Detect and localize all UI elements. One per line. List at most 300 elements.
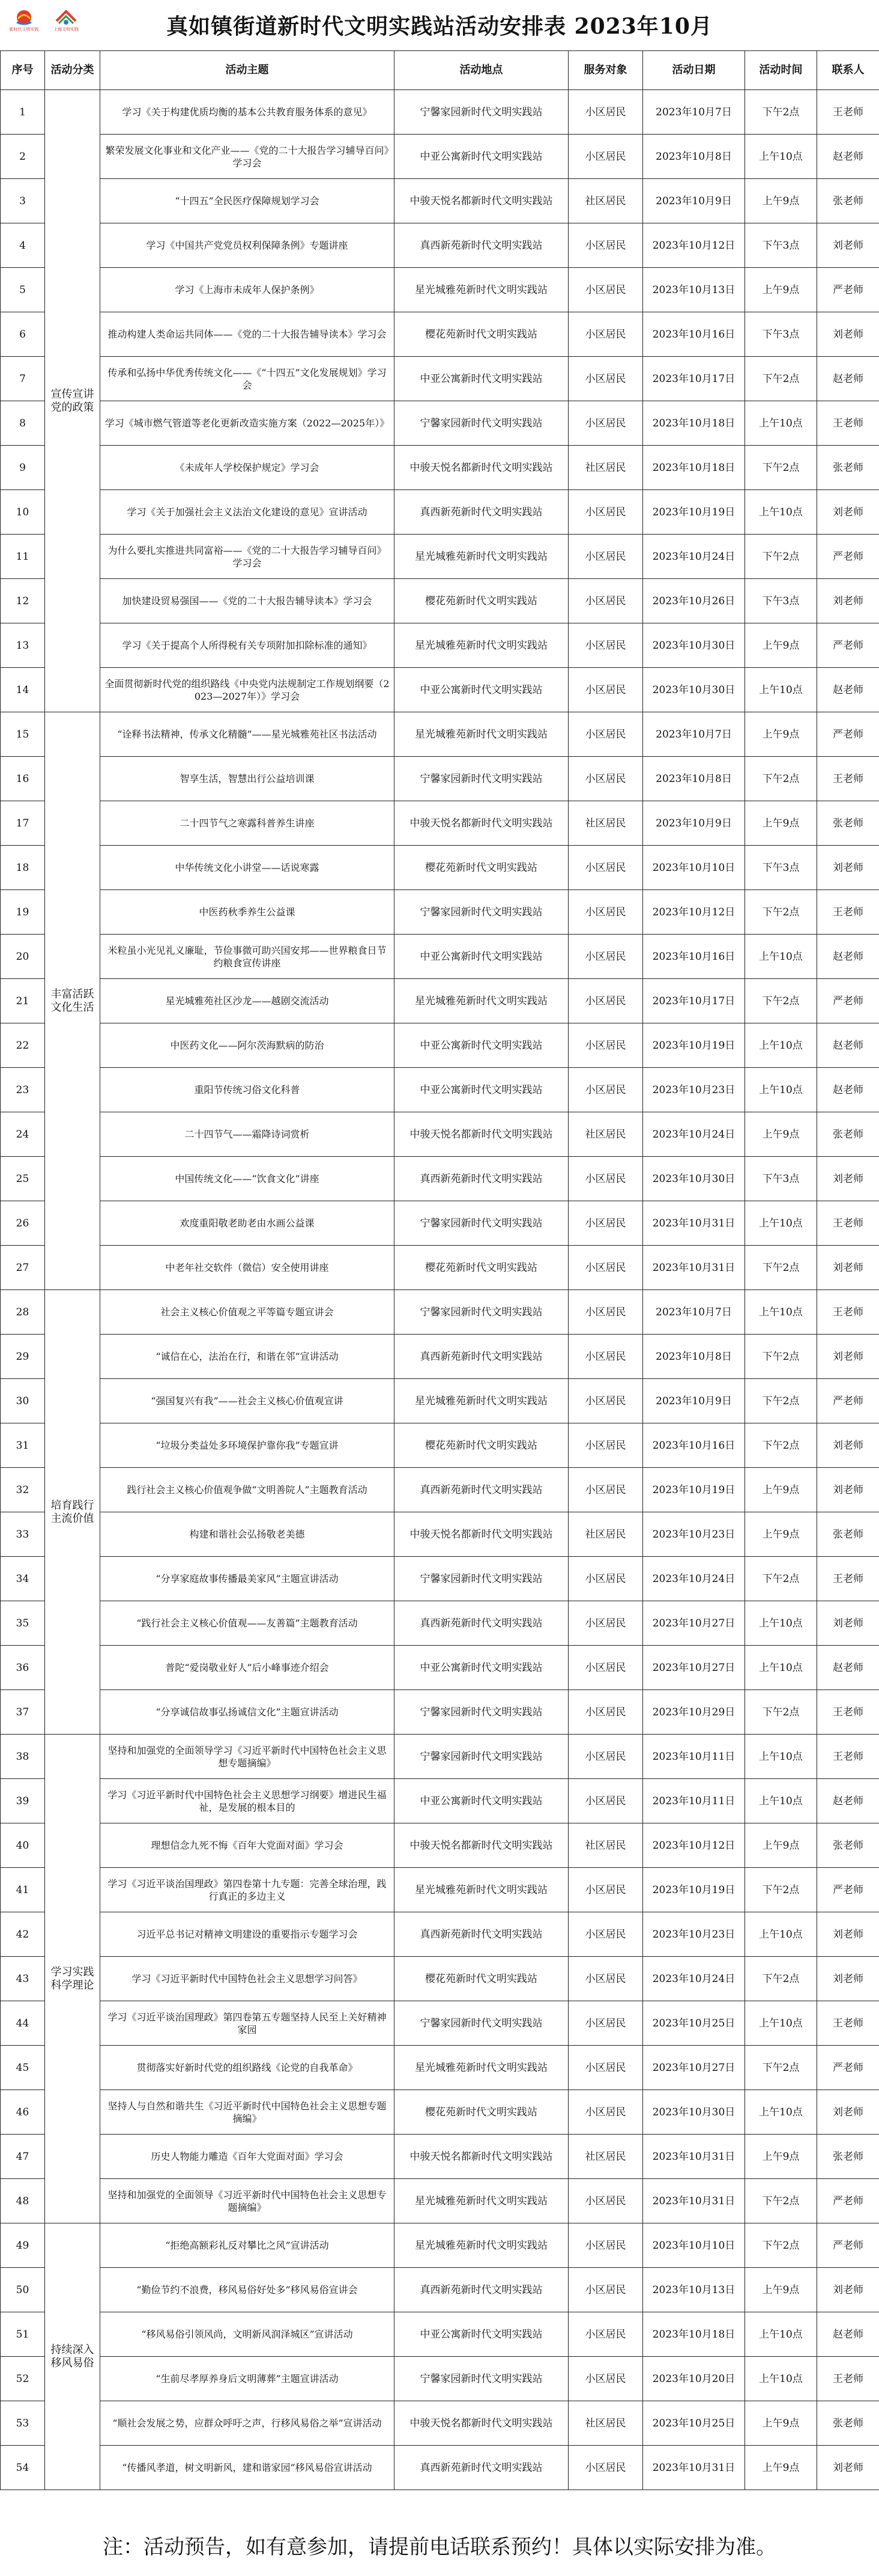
- cell-index: 17: [1, 801, 45, 846]
- cell-date: 2023年10月7日: [643, 90, 745, 135]
- cell-location: 星光城雅苑新时代文明实践站: [394, 2046, 569, 2090]
- cell-contact: 王老师: [817, 1735, 879, 1779]
- cell-location: 真西新苑新时代文明实践站: [394, 2446, 569, 2490]
- cell-contact: 赵老师: [817, 1023, 879, 1068]
- cell-date: 2023年10月24日: [643, 1557, 745, 1601]
- cell-date: 2023年10月7日: [643, 712, 745, 757]
- table-row: [1, 1468, 879, 1512]
- cell-location: 宁馨家园新时代文明实践站: [394, 1690, 569, 1735]
- cell-audience: 社区居民: [569, 446, 643, 490]
- cell-index: 50: [1, 2268, 45, 2312]
- cell-audience: 小区居民: [569, 712, 643, 757]
- cell-topic: “生前尽孝厚养身后文明薄葬”主题宣讲活动: [100, 2357, 394, 2401]
- cell-location: 真西新苑新时代文明实践站: [394, 1912, 569, 1957]
- cell-index: 23: [1, 1068, 45, 1112]
- cell-contact: 王老师: [817, 2357, 879, 2401]
- cell-contact: 刘老师: [817, 1157, 879, 1201]
- cell-location: 宁馨家园新时代文明实践站: [394, 401, 569, 446]
- cell-index: 41: [1, 1868, 45, 1912]
- col-header-contact: 联系人: [817, 51, 879, 90]
- table-body: [1, 90, 879, 2490]
- table-row: [1, 179, 879, 223]
- cell-date: 2023年10月30日: [643, 668, 745, 712]
- cell-contact: 刘老师: [817, 579, 879, 623]
- cell-index: 47: [1, 2135, 45, 2179]
- cell-time: 下午2点: [745, 1335, 817, 1379]
- cell-date: 2023年10月23日: [643, 1068, 745, 1112]
- table-row: [1, 801, 879, 846]
- table-row: [1, 757, 879, 801]
- cell-index: 49: [1, 2223, 45, 2268]
- cell-time: 上午9点: [745, 2268, 817, 2312]
- cell-time: 下午3点: [745, 312, 817, 357]
- cell-date: 2023年10月8日: [643, 1335, 745, 1379]
- cell-contact: 王老师: [817, 1290, 879, 1335]
- cell-topic: 学习《城市燃气管道等老化更新改造实施方案（2022—2025年）》: [100, 401, 394, 446]
- cell-time: 下午2点: [745, 1868, 817, 1912]
- table-row: [1, 2357, 879, 2401]
- table-row: [1, 1423, 879, 1468]
- cell-index: 29: [1, 1335, 45, 1379]
- cell-location: 星光城雅苑新时代文明实践站: [394, 2223, 569, 2268]
- cell-date: 2023年10月18日: [643, 401, 745, 446]
- cell-index: 16: [1, 757, 45, 801]
- cell-topic: 星光城雅苑社区沙龙——越剧交流活动: [100, 979, 394, 1023]
- cell-location: 宁馨家园新时代文明实践站: [394, 2001, 569, 2046]
- table-row: [1, 668, 879, 712]
- cell-time: 下午3点: [745, 846, 817, 890]
- cell-audience: 小区居民: [569, 135, 643, 179]
- cell-time: 上午10点: [745, 490, 817, 535]
- cell-index: 14: [1, 668, 45, 712]
- cell-index: 13: [1, 623, 45, 668]
- cell-audience: 小区居民: [569, 1468, 643, 1512]
- cell-location: 中骏天悦名都新时代文明实践站: [394, 446, 569, 490]
- cell-time: 下午2点: [745, 2223, 817, 2268]
- cell-date: 2023年10月27日: [643, 2046, 745, 2090]
- cell-contact: 刘老师: [817, 223, 879, 268]
- cell-time: 下午2点: [745, 90, 817, 135]
- cell-audience: 小区居民: [569, 490, 643, 535]
- cell-audience: 小区居民: [569, 535, 643, 579]
- cell-topic: 坚持和加强党的全面领导《习近平新时代中国特色社会主义思想专题摘编》: [100, 2179, 394, 2223]
- cell-index: 19: [1, 890, 45, 935]
- table-row: [1, 1912, 879, 1957]
- table-row: [1, 1157, 879, 1201]
- cell-audience: 小区居民: [569, 90, 643, 135]
- cell-location: 宁馨家园新时代文明实践站: [394, 890, 569, 935]
- cell-contact: 严老师: [817, 1379, 879, 1423]
- table-row: [1, 1290, 879, 1335]
- cell-contact: 王老师: [817, 1201, 879, 1246]
- cell-audience: 小区居民: [569, 1868, 643, 1912]
- cell-topic: “拒绝高额彩礼反对攀比之风”宣讲活动: [100, 2223, 394, 2268]
- table-row: [1, 223, 879, 268]
- cell-audience: 小区居民: [569, 1335, 643, 1379]
- table-row: [1, 1557, 879, 1601]
- table-row: [1, 1379, 879, 1423]
- table-row: [1, 712, 879, 757]
- cell-topic: 《未成年人学校保护规定》学习会: [100, 446, 394, 490]
- cell-index: 21: [1, 979, 45, 1023]
- cell-topic: 习近平总书记对精神文明建设的重要指示专题学习会: [100, 1912, 394, 1957]
- cell-location: 中亚公寓新时代文明实践站: [394, 1646, 569, 1690]
- header-row: [1, 51, 879, 90]
- cell-contact: 赵老师: [817, 668, 879, 712]
- footer-note: 注：活动预告，如有意参加，请提前电话联系预约！具体以实际安排为准。: [103, 2535, 776, 2559]
- cell-date: 2023年10月24日: [643, 535, 745, 579]
- cell-contact: 赵老师: [817, 2312, 879, 2357]
- cell-contact: 赵老师: [817, 357, 879, 401]
- cell-index: 6: [1, 312, 45, 357]
- cell-date: 2023年10月27日: [643, 1646, 745, 1690]
- cell-date: 2023年10月29日: [643, 1690, 745, 1735]
- table-row: [1, 90, 879, 135]
- cell-contact: 张老师: [817, 1512, 879, 1557]
- cell-time: 上午9点: [745, 2135, 817, 2179]
- cell-location: 中亚公寓新时代文明实践站: [394, 1023, 569, 1068]
- cell-topic: “分享诚信故事弘扬诚信文化”主题宣讲活动: [100, 1690, 394, 1735]
- cell-location: 真西新苑新时代文明实践站: [394, 1601, 569, 1646]
- emblem-logo-right: 上海文明实践: [48, 8, 84, 34]
- cell-date: 2023年10月17日: [643, 979, 745, 1023]
- cell-topic: 坚持和加强党的全面领导学习《习近平新时代中国特色社会主义思想专题摘编》: [100, 1735, 394, 1779]
- cell-topic: 全面贯彻新时代党的组织路线《中央党内法规制定工作规划纲要（2023—2027年）》学习会: [100, 668, 394, 712]
- cell-index: 43: [1, 1957, 45, 2001]
- table-row: [1, 2135, 879, 2179]
- cell-date: 2023年10月30日: [643, 1157, 745, 1201]
- cell-contact: 刘老师: [817, 1957, 879, 2001]
- cell-date: 2023年10月31日: [643, 1246, 745, 1290]
- cell-contact: 王老师: [817, 401, 879, 446]
- cell-topic: 中华传统文化小讲堂——话说寒露: [100, 846, 394, 890]
- table-row: [1, 2001, 879, 2046]
- cell-time: 上午10点: [745, 1601, 817, 1646]
- schedule-table: [0, 50, 879, 2490]
- emblem-logo-left: 新时代文明实践: [6, 8, 42, 34]
- cell-location: 中骏天悦名都新时代文明实践站: [394, 1823, 569, 1868]
- cell-topic: “践行社会主义核心价值观——友善篇”主题教育活动: [100, 1601, 394, 1646]
- col-header-topic: 活动主题: [100, 51, 394, 90]
- cell-index: 26: [1, 1201, 45, 1246]
- cell-audience: 小区居民: [569, 1023, 643, 1068]
- cell-contact: 张老师: [817, 1112, 879, 1157]
- cell-topic: 学习《关于加强社会主义法治文化建设的意见》宣讲活动: [100, 490, 394, 535]
- cell-index: 12: [1, 579, 45, 623]
- cell-time: 上午9点: [745, 801, 817, 846]
- cell-index: 2: [1, 135, 45, 179]
- table-row: [1, 1068, 879, 1112]
- col-header-category: 活动分类: [45, 51, 100, 90]
- cell-location: 宁馨家园新时代文明实践站: [394, 1290, 569, 1335]
- cell-topic: “分享家庭故事传播最美家风”主题宣讲活动: [100, 1557, 394, 1601]
- cell-index: 35: [1, 1601, 45, 1646]
- cell-contact: 张老师: [817, 2401, 879, 2446]
- cell-topic: 历史人物能力雕造《百年大党面对面》学习会: [100, 2135, 394, 2179]
- cell-date: 2023年10月31日: [643, 2135, 745, 2179]
- cell-index: 53: [1, 2401, 45, 2446]
- cell-audience: 小区居民: [569, 2312, 643, 2357]
- cell-contact: 刘老师: [817, 1468, 879, 1512]
- cell-date: 2023年10月12日: [643, 1823, 745, 1868]
- cell-time: 上午10点: [745, 935, 817, 979]
- cell-location: 星光城雅苑新时代文明实践站: [394, 1379, 569, 1423]
- cell-topic: 构建和谐社会弘扬敬老美德: [100, 1512, 394, 1557]
- cell-audience: 小区居民: [569, 1735, 643, 1779]
- cell-audience: 小区居民: [569, 2090, 643, 2135]
- cell-category: 持续深入移风易俗: [45, 2223, 100, 2490]
- cell-category: 学习实践科学理论: [45, 1735, 100, 2223]
- cell-index: 32: [1, 1468, 45, 1512]
- table-row: [1, 1112, 879, 1157]
- cell-date: 2023年10月16日: [643, 935, 745, 979]
- cell-topic: 学习《关于提高个人所得税有关专项附加扣除标准的通知》: [100, 623, 394, 668]
- cell-location: 真西新苑新时代文明实践站: [394, 223, 569, 268]
- table-row: [1, 2223, 879, 2268]
- cell-topic: 二十四节气之寒露科普养生讲座: [100, 801, 394, 846]
- cell-topic: 学习《习近平谈治国理政》第四卷第五专题坚持人民至上关好精神家园: [100, 2001, 394, 2046]
- cell-audience: 小区居民: [569, 1957, 643, 2001]
- table-row: [1, 1246, 879, 1290]
- cell-date: 2023年10月24日: [643, 1112, 745, 1157]
- cell-location: 中亚公寓新时代文明实践站: [394, 1068, 569, 1112]
- cell-time: 下午2点: [745, 1690, 817, 1735]
- cell-index: 4: [1, 223, 45, 268]
- cell-date: 2023年10月27日: [643, 1601, 745, 1646]
- cell-location: 真西新苑新时代文明实践站: [394, 1157, 569, 1201]
- cell-audience: 社区居民: [569, 2135, 643, 2179]
- cell-audience: 小区居民: [569, 890, 643, 935]
- cell-topic: “勤俭节约不浪费，移风易俗好处多”移风易俗宣讲会: [100, 2268, 394, 2312]
- cell-index: 1: [1, 90, 45, 135]
- cell-index: 28: [1, 1290, 45, 1335]
- cell-location: 中骏天悦名都新时代文明实践站: [394, 2401, 569, 2446]
- cell-date: 2023年10月18日: [643, 446, 745, 490]
- cell-audience: 小区居民: [569, 2223, 643, 2268]
- cell-location: 中亚公寓新时代文明实践站: [394, 935, 569, 979]
- cell-index: 31: [1, 1423, 45, 1468]
- cell-topic: 学习《习近平新时代中国特色社会主义思想学习纲要》增进民生福祉，是发展的根本目的: [100, 1779, 394, 1823]
- table-row: [1, 401, 879, 446]
- cell-time: 上午9点: [745, 1512, 817, 1557]
- cell-audience: 小区居民: [569, 1601, 643, 1646]
- cell-time: 下午2点: [745, 979, 817, 1023]
- cell-audience: 小区居民: [569, 2268, 643, 2312]
- cell-topic: 中医药文化——阿尔茨海默病的防治: [100, 1023, 394, 1068]
- cell-time: 上午9点: [745, 179, 817, 223]
- cell-contact: 严老师: [817, 1868, 879, 1912]
- cell-time: 上午10点: [745, 135, 817, 179]
- cell-topic: 中老年社交软件（微信）安全使用讲座: [100, 1246, 394, 1290]
- cell-date: 2023年10月9日: [643, 1379, 745, 1423]
- cell-date: 2023年10月9日: [643, 801, 745, 846]
- table-row: [1, 1868, 879, 1912]
- table-row: [1, 446, 879, 490]
- cell-contact: 刘老师: [817, 490, 879, 535]
- cell-topic: 智享生活，智慧出行公益培训课: [100, 757, 394, 801]
- cell-topic: 中国传统文化——“饮食文化”讲座: [100, 1157, 394, 1201]
- cell-topic: 学习《关于构建优质均衡的基本公共教育服务体系的意见》: [100, 90, 394, 135]
- cell-location: 真西新苑新时代文明实践站: [394, 490, 569, 535]
- cell-time: 上午9点: [745, 1823, 817, 1868]
- cell-topic: 理想信念九死不悔《百年大党面对面》学习会: [100, 1823, 394, 1868]
- cell-date: 2023年10月13日: [643, 2268, 745, 2312]
- cell-location: 樱花苑新时代文明实践站: [394, 1957, 569, 2001]
- cell-contact: 严老师: [817, 268, 879, 312]
- cell-location: 中骏天悦名都新时代文明实践站: [394, 1512, 569, 1557]
- cell-audience: 小区居民: [569, 1912, 643, 1957]
- cell-index: 25: [1, 1157, 45, 1201]
- cell-location: 宁馨家园新时代文明实践站: [394, 757, 569, 801]
- cell-time: 下午3点: [745, 579, 817, 623]
- cell-topic: 中医药秋季养生公益课: [100, 890, 394, 935]
- cell-time: 下午2点: [745, 1423, 817, 1468]
- cell-location: 中亚公寓新时代文明实践站: [394, 668, 569, 712]
- table-row: [1, 2312, 879, 2357]
- cell-audience: 小区居民: [569, 668, 643, 712]
- cell-time: 下午3点: [745, 223, 817, 268]
- cell-index: 18: [1, 846, 45, 890]
- cell-topic: 贯彻落实好新时代党的组织路线《论党的自我革命》: [100, 2046, 394, 2090]
- cell-location: 中亚公寓新时代文明实践站: [394, 1779, 569, 1823]
- cell-time: 上午10点: [745, 1290, 817, 1335]
- table-row: [1, 1201, 879, 1246]
- cell-date: 2023年10月9日: [643, 179, 745, 223]
- cell-topic: 学习《中国共产党党员权利保障条例》专题讲座: [100, 223, 394, 268]
- cell-audience: 小区居民: [569, 223, 643, 268]
- cell-time: 下午2点: [745, 1557, 817, 1601]
- cell-contact: 严老师: [817, 2223, 879, 2268]
- cell-contact: 张老师: [817, 1823, 879, 1868]
- cell-contact: 刘老师: [817, 1246, 879, 1290]
- table-row: [1, 1823, 879, 1868]
- cell-index: 27: [1, 1246, 45, 1290]
- cell-contact: 刘老师: [817, 2446, 879, 2490]
- cell-time: 上午10点: [745, 1068, 817, 1112]
- col-header-time: 活动时间: [745, 51, 817, 90]
- cell-location: 星光城雅苑新时代文明实践站: [394, 268, 569, 312]
- cell-topic: 传承和弘扬中华优秀传统文化——《“十四五”文化发展规划》学习会: [100, 357, 394, 401]
- cell-contact: 王老师: [817, 890, 879, 935]
- cell-location: 星光城雅苑新时代文明实践站: [394, 535, 569, 579]
- table-row: [1, 623, 879, 668]
- cell-audience: 社区居民: [569, 1512, 643, 1557]
- cell-date: 2023年10月11日: [643, 1779, 745, 1823]
- cell-index: 11: [1, 535, 45, 579]
- cell-index: 15: [1, 712, 45, 757]
- table-row: [1, 2046, 879, 2090]
- table-row: [1, 1512, 879, 1557]
- cell-index: 36: [1, 1646, 45, 1690]
- table-row: [1, 1601, 879, 1646]
- col-header-index: 序号: [1, 51, 45, 90]
- cell-location: 中骏天悦名都新时代文明实践站: [394, 1112, 569, 1157]
- cell-audience: 小区居民: [569, 579, 643, 623]
- cell-time: 上午10点: [745, 2312, 817, 2357]
- cell-topic: 社会主义核心价值观之平等篇专题宣讲会: [100, 1290, 394, 1335]
- cell-contact: 刘老师: [817, 2268, 879, 2312]
- cell-date: 2023年10月19日: [643, 1868, 745, 1912]
- cell-location: 中骏天悦名都新时代文明实践站: [394, 179, 569, 223]
- cell-location: 中骏天悦名都新时代文明实践站: [394, 801, 569, 846]
- cell-index: 22: [1, 1023, 45, 1068]
- cell-contact: 刘老师: [817, 846, 879, 890]
- cell-date: 2023年10月26日: [643, 579, 745, 623]
- cell-date: 2023年10月12日: [643, 223, 745, 268]
- cell-location: 樱花苑新时代文明实践站: [394, 846, 569, 890]
- table-row: [1, 535, 879, 579]
- cell-index: 45: [1, 2046, 45, 2090]
- table-row: [1, 1646, 879, 1690]
- cell-contact: 赵老师: [817, 935, 879, 979]
- cell-topic: 繁荣发展文化事业和文化产业——《党的二十大报告学习辅导百问》学习会: [100, 135, 394, 179]
- cell-index: 38: [1, 1735, 45, 1779]
- cell-time: 下午2点: [745, 2179, 817, 2223]
- cell-audience: 小区居民: [569, 2001, 643, 2046]
- cell-index: 48: [1, 2179, 45, 2223]
- cell-date: 2023年10月18日: [643, 2312, 745, 2357]
- cell-audience: 小区居民: [569, 268, 643, 312]
- cell-index: 40: [1, 1823, 45, 1868]
- cell-time: 下午2点: [745, 2046, 817, 2090]
- cell-topic: 坚持人与自然和谐共生《习近平新时代中国特色社会主义思想专题摘编》: [100, 2090, 394, 2135]
- cell-time: 上午10点: [745, 1779, 817, 1823]
- cell-topic: “垃圾分类益处多环境保护靠你我”专题宣讲: [100, 1423, 394, 1468]
- cell-date: 2023年10月25日: [643, 2401, 745, 2446]
- cell-index: 7: [1, 357, 45, 401]
- cell-date: 2023年10月17日: [643, 357, 745, 401]
- cell-category: 培育践行主流价值: [45, 1290, 100, 1735]
- cell-audience: 小区居民: [569, 401, 643, 446]
- cell-location: 真西新苑新时代文明实践站: [394, 1335, 569, 1379]
- cell-audience: 社区居民: [569, 801, 643, 846]
- cell-time: 上午9点: [745, 2401, 817, 2446]
- cell-date: 2023年10月24日: [643, 1957, 745, 2001]
- cell-time: 上午10点: [745, 1023, 817, 1068]
- table-row: [1, 135, 879, 179]
- cell-date: 2023年10月20日: [643, 2357, 745, 2401]
- cell-contact: 严老师: [817, 2046, 879, 2090]
- cell-audience: 小区居民: [569, 2446, 643, 2490]
- table-row: [1, 1779, 879, 1823]
- cell-date: 2023年10月19日: [643, 1468, 745, 1512]
- cell-audience: 小区居民: [569, 2046, 643, 2090]
- cell-index: 46: [1, 2090, 45, 2135]
- cell-location: 宁馨家园新时代文明实践站: [394, 2357, 569, 2401]
- cell-index: 42: [1, 1912, 45, 1957]
- cell-time: 上午10点: [745, 2090, 817, 2135]
- cell-date: 2023年10月23日: [643, 1912, 745, 1957]
- cell-contact: 王老师: [817, 90, 879, 135]
- table-row: [1, 1735, 879, 1779]
- cell-contact: 赵老师: [817, 135, 879, 179]
- cell-date: 2023年10月10日: [643, 846, 745, 890]
- cell-time: 上午10点: [745, 668, 817, 712]
- cell-location: 樱花苑新时代文明实践站: [394, 2090, 569, 2135]
- cell-contact: 刘老师: [817, 312, 879, 357]
- cell-audience: 小区居民: [569, 1646, 643, 1690]
- cell-contact: 张老师: [817, 801, 879, 846]
- cell-audience: 小区居民: [569, 1157, 643, 1201]
- col-header-audience: 服务对象: [569, 51, 643, 90]
- cell-index: 34: [1, 1557, 45, 1601]
- cell-index: 39: [1, 1779, 45, 1823]
- cell-date: 2023年10月31日: [643, 2179, 745, 2223]
- table-header: [1, 51, 879, 90]
- cell-time: 上午10点: [745, 2001, 817, 2046]
- schedule-table-wrapper: [0, 50, 879, 2490]
- cell-date: 2023年10月19日: [643, 490, 745, 535]
